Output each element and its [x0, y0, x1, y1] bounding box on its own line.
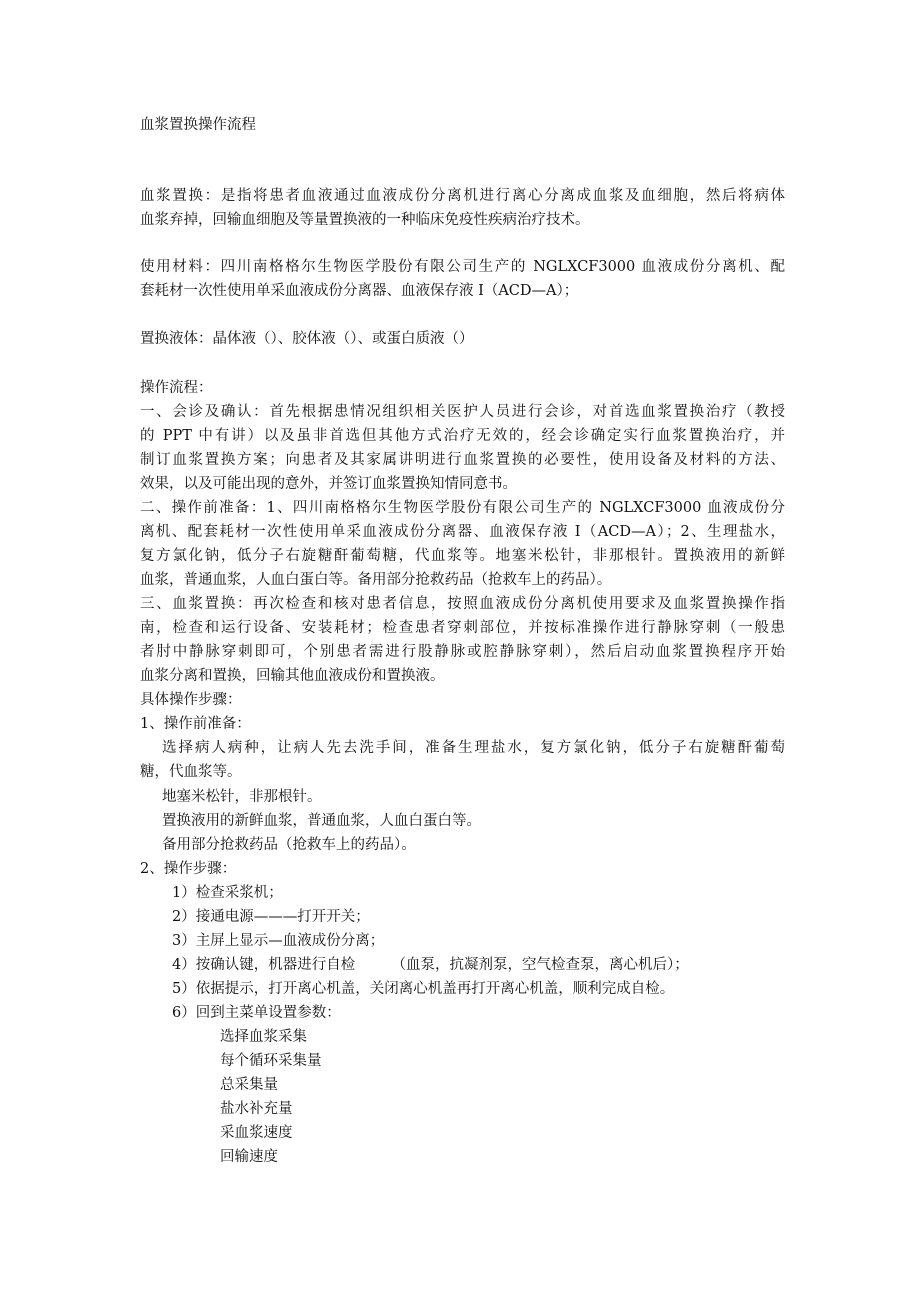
- prep-item: 备用部分抢救药品（抢救车上的药品）。: [162, 837, 416, 853]
- prep-para-line-2: 糖，代血浆等。: [140, 764, 242, 780]
- ops-step: 5）依据提示，打开离心机盖，关闭离心机盖再打开离心机盖，顺利完成自检。: [172, 981, 675, 997]
- replacement-fluid-line: 置换液体：晶体液（）、胶体液（）、或蛋白质液（）: [140, 331, 474, 347]
- param-item: 采血浆速度: [220, 1125, 293, 1141]
- section3-line-2: 南，检查和运行设备、安装耗材；检查患者穿刺部位，并按标准操作进行静脉穿刺（一般患: [140, 620, 785, 636]
- section2-line-2: 离机、配套耗材一次性使用单采血液成份分离器、血液保存液 I（ACD—A）；2、生理盐水，: [140, 524, 785, 540]
- section1-line-3: 制订血浆置换方案；向患者及其家属讲明进行血浆置换的必要性，使用设备及材料的方法、: [140, 452, 785, 468]
- section2-line-3: 复方氯化钠，低分子右旋糖酐葡萄糖，代血浆等。地塞米松针，非那根针。置换液用的新鲜: [140, 548, 785, 564]
- section3-line-4: 血浆分离和置换，回输其他血液成份和置换液。: [140, 668, 445, 684]
- prep-item: 置换液用的新鲜血浆，普通血浆，人血白蛋白等。: [162, 813, 481, 829]
- ops-step: 6）回到主菜单设置参数：: [172, 1005, 341, 1021]
- ops-heading: 2、操作步骤：: [140, 861, 237, 877]
- section3-line-3: 者肘中静脉穿刺即可，个别患者需进行股静脉或腔静脉穿刺），然后启动血浆置换程序开始: [140, 644, 785, 660]
- param-item: 总采集量: [220, 1077, 278, 1093]
- section3-line-1: 三、血浆置换：再次检查和核对患者信息，按照血液成份分离机使用要求及血浆置换操作指: [140, 596, 785, 612]
- section2-line-4: 血浆，普通血浆，人血白蛋白等。备用部分抢救药品（抢救车上的药品）。: [140, 572, 612, 588]
- param-item: 回输速度: [220, 1149, 278, 1165]
- ops-step: 3）主屏上显示—血液成份分离；: [172, 933, 385, 949]
- ops-step: 1）检查采浆机；: [172, 885, 283, 901]
- ops-step: 2）接通电源———打开开关；: [172, 909, 370, 925]
- definition-line-1: 血浆置换：是指将患者血液通过血液成份分离机进行离心分离成血浆及血细胞，然后将病体: [140, 188, 785, 204]
- procedure-heading: 操作流程：: [140, 380, 213, 396]
- prep-item: 地塞米松针，非那根针。: [162, 789, 322, 805]
- section1-line-1: 一、会诊及确认：首先根据患情况组织相关医护人员进行会诊，对首选血浆置换治疗（教授: [140, 404, 785, 420]
- section1-line-2: 的 PPT 中有讲）以及虽非首选但其他方式治疗无效的，经会诊确定实行血浆置换治疗，并: [140, 428, 785, 444]
- steps-heading: 具体操作步骤：: [140, 692, 242, 708]
- prep-para-line-1: 选择病人病种，让病人先去洗手间，准备生理盐水，复方氯化钠，低分子右旋糖酐葡萄: [162, 740, 785, 756]
- document-title: 血浆置换操作流程: [140, 117, 256, 133]
- materials-line-1: 使用材料：四川南格格尔生物医学股份有限公司生产的 NGLXCF3000 血液成份分离机、配: [140, 259, 785, 275]
- param-item: 盐水补充量: [220, 1101, 293, 1117]
- param-item: 选择血浆采集: [220, 1029, 307, 1045]
- prep-heading: 1、操作前准备：: [140, 716, 251, 732]
- definition-line-2: 血浆弃掉，回输血细胞及等量置换液的一种临床免疫性疾病治疗技术。: [140, 212, 590, 228]
- ops-step: 4）按确认键，机器进行自检 （血泵，抗凝剂泵，空气检查泵，离心机后）；: [172, 957, 689, 973]
- section1-line-4: 效果，以及可能出现的意外，并签订血浆置换知情同意书。: [140, 476, 517, 492]
- materials-line-2: 套耗材一次性使用单采血液成份分离器、血液保存液 I（ACD—A）；: [140, 283, 579, 299]
- section2-line-1: 二、操作前准备：1、四川南格格尔生物医学股份有限公司生产的 NGLXCF3000 血液成份分: [140, 500, 785, 516]
- param-item: 每个循环采集量: [220, 1053, 322, 1069]
